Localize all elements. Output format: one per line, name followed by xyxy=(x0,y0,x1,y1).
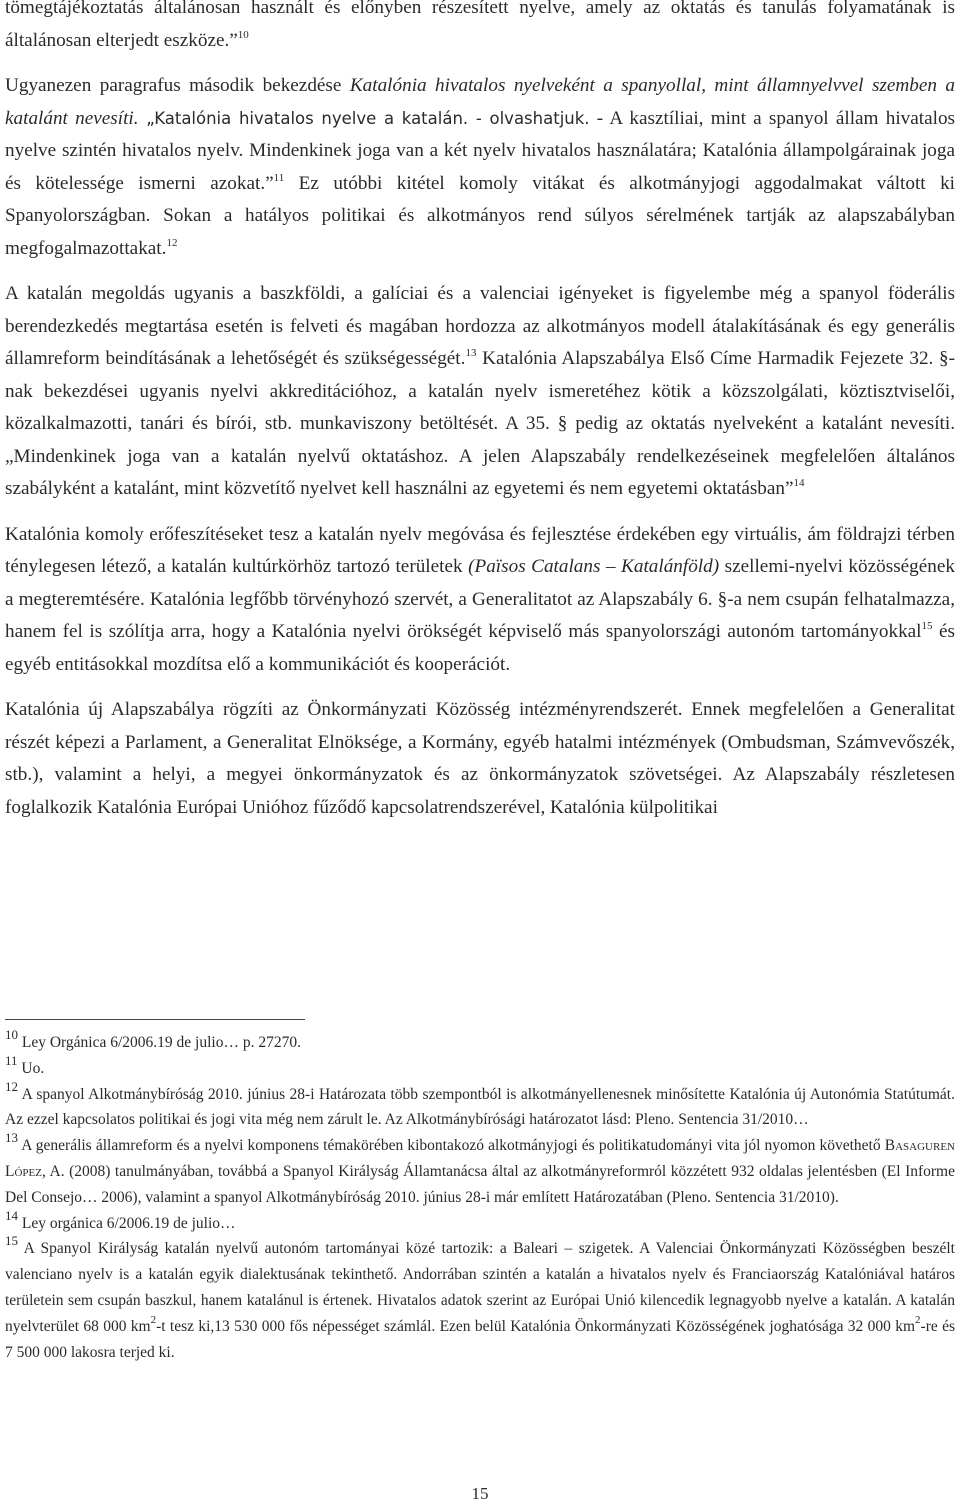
footnote-ref-10[interactable]: 10 xyxy=(237,28,249,41)
paragraph-text: Katalónia Alapszabálya Első Címe Harmadik Fejezete 32. §-nak bekezdései ugyanis nyelvi akkreditációhoz, a katalán nyelv ismeretéhez kötik a közszolgálati, köztisztviselői, közalkalmazotti, tanári és bírói, stb. munkaviszony betöltését. A 35. § pedig az oktatás nyelveként a katalánt nevesíti. „Mindenkinek joga van a katalán nyelvű oktatáshoz. A jelen Alapszabály rendelkezéseinek megfelelően általános szabályként a katalánt, mint közvetítő nyelvet kell használni az egyetemi és nem egyetemi oktatásban” xyxy=(5,348,955,499)
paragraph-0 xyxy=(5,0,955,57)
document-page xyxy=(5,0,955,837)
footnote-ref-11[interactable]: 11 xyxy=(273,171,285,184)
footnote-12 xyxy=(5,1078,955,1134)
footnote-text: -re és 7 500 000 lakosra terjed ki. xyxy=(5,1317,955,1361)
footnote-number: 15 xyxy=(5,1233,18,1249)
page-number: 15 xyxy=(471,1484,489,1503)
footnote-10 xyxy=(5,1027,955,1056)
footnote-number: 13 xyxy=(5,1130,18,1146)
superscript: 2 xyxy=(150,1313,157,1326)
italic-text: Katalónia hivatalos nyelveként a spanyollal, mint államnyelvvel szemben a katalánt nevesíti. xyxy=(5,75,955,129)
footnote-number: 14 xyxy=(5,1207,18,1223)
footnote-ref-14[interactable]: 14 xyxy=(793,477,805,489)
footnote-separator xyxy=(5,1019,305,1020)
paragraph-3 xyxy=(5,519,955,682)
footnote-text: Uo. xyxy=(17,1059,45,1077)
paragraph-1 xyxy=(5,70,955,265)
paragraph-2 xyxy=(5,278,955,506)
footnote-text: A spanyol Alkotmánybíróság 2010. június 28-i Határozata több szempontból is alkotmányellenesnek minősítette Katalónia új Autonómia Statútumát. Az ezzel kapcsolatos politikai és jogi vita még nem zárult le. Az Alkotmánybírósági határozatot lásd: Pleno. Sentencia 31/2010… xyxy=(5,1085,955,1129)
footnote-text: A generális államreform és a nyelvi komponens témakörében kibontakozó alkotmányjogi és politikatudományi vita jól nyomon követhető xyxy=(18,1137,885,1155)
footnote-ref-15[interactable]: 15 xyxy=(921,620,933,632)
footnote-number: 12 xyxy=(5,1078,18,1094)
paragraph-text: Katalónia komoly erőfeszítéseket tesz a katalán nyelv megóvása és fejlesztése érdekében egy virtuális, ám földrajzi térben ténylegesen létező, a katalán kultúrkörhöz tartozó területek xyxy=(5,523,955,577)
footnote-text: -t tesz ki,13 530 000 fős népességet számlál. Ezen belül Katalónia Önkormányzati Közösségének joghatósága 32 000 km xyxy=(156,1317,916,1335)
paragraph-text: - A kasztíliai, mint a spanyol állam hivatalos nyelve szintén hivatalos nyelv. Mindenkinek joga van a két nyelv hivatalos használatára; Katalónia állampolgárainak joga és kötelessége ismerni azokat.” xyxy=(5,107,956,194)
paragraph-text: és egyéb entitásokkal mozdítsa elő a kommunikációt és kooperációt. xyxy=(5,621,956,675)
paragraph-text: tömegtájékoztatás általánosan használt és előnyben részesített nyelve, amely az oktatás és tanulás folyamatának is általánosan elterjedt eszköze.” xyxy=(5,0,955,51)
footnote-number: 11 xyxy=(5,1052,18,1068)
footnote-text: A Spanyol Királyság katalán nyelvű autonóm tartományai közé tartozik: a Baleari – szigetek. A Valenciai Önkormányzati Közösségben beszélt valenciano nyelv is a katalán egyik dialektusának tekinthető. Andorrában szintén a katalán a hivatalos nyelv és Franciaország Katalóniával határos területein sem csupán baszkul, hanem katalánul is értenek. Hivatalos adatok szerint az Európai Unió kilencedik legnagyobb nyelve a katalán. A katalán nyelvterület 68 000 km xyxy=(5,1240,955,1335)
footnote-14 xyxy=(5,1207,955,1237)
footnote-text: , A. (2008) tanulmányában, továbbá a Spanyol Királyság Államtanácsa által az alkotmányreformról közzétett 932 oldalas jelentésben (El Informe Del Consejo… 2006), valamint a spanyol Alkotmánybíróság 2010. június 28-i már említett Határozatában (Pleno. Sentencia 31/2010). xyxy=(5,1162,955,1206)
paragraph-text: szellemi-nyelvi közösségének a megteremtésére. Katalónia legfőbb törvényhozó szervét, a Generalitatot az Alapszabály 6. §-a nem csupán felhatalmazza, hanem fel is szólítja arra, hogy a Katalónia nyelvi örökségét képviselő más spanyolországi autonóm tartományokkal xyxy=(5,556,955,642)
footnote-text: Ley Orgánica 6/2006.19 de julio… p. 27270. xyxy=(18,1034,301,1051)
footnote-ref-12[interactable]: 12 xyxy=(166,236,178,249)
footnote-ref-13[interactable]: 13 xyxy=(465,347,477,359)
footnote-text: Ley orgánica 6/2006.19 de julio… xyxy=(18,1214,236,1232)
paragraph-4 xyxy=(5,694,955,824)
paragraph-text: Ugyanezen paragrafus második bekezdése xyxy=(5,75,350,96)
footnote-13 xyxy=(5,1130,955,1210)
footnote-11 xyxy=(5,1052,955,1082)
footnotes xyxy=(5,1027,955,1365)
paragraph-text: Katalónia új Alapszabálya rögzíti az Önkormányzati Közösség intézményrendszerét. Ennek megfelelően a Generalitat részét képezi a Parlament, a Generalitat Elnöksége, a Kormány, egyéb hatalmi intézmények (Ombudsman, Számvevőszék, stb.), valamint a helyi, a megyei önkormányzatok és az önkormányzatok szövetségei. Az Alapszabály részletesen foglalkozik Katalónia Európai Unióhoz fűződő kapcsolatrendszerével, Katalónia külpolitikai xyxy=(5,699,955,818)
italic-text: (Països Catalans – Katalánföld) xyxy=(468,556,720,577)
quoted-text: „Katalónia hivatalos nyelve a katalán. - olvashatjuk. xyxy=(138,108,590,128)
footnote-number: 10 xyxy=(5,1027,18,1042)
author-name: Basaguren López xyxy=(5,1137,955,1180)
superscript: 2 xyxy=(915,1313,921,1326)
paragraph-text: Ez utóbbi kitétel komoly vitákat és alkotmányjogi aggodalmakat váltott ki Spanyolországban. Sokan a hatályos politikai és alkotmányos rend súlyos sérelmének tartják az alapszabályban megfogalmazottakat. xyxy=(5,172,955,259)
paragraph-text: A katalán megoldás ugyanis a baszkföldi, a galíciai és a valenciai igényeket is figyelembe még a spanyol föderális berendezkedés megtartása esetén is felveti és magában hordozza az alkotmányos modell átalakításának és egy generális államreform beindításának a lehetőségét és szükségességét. xyxy=(5,283,955,369)
footnote-15 xyxy=(5,1233,955,1365)
